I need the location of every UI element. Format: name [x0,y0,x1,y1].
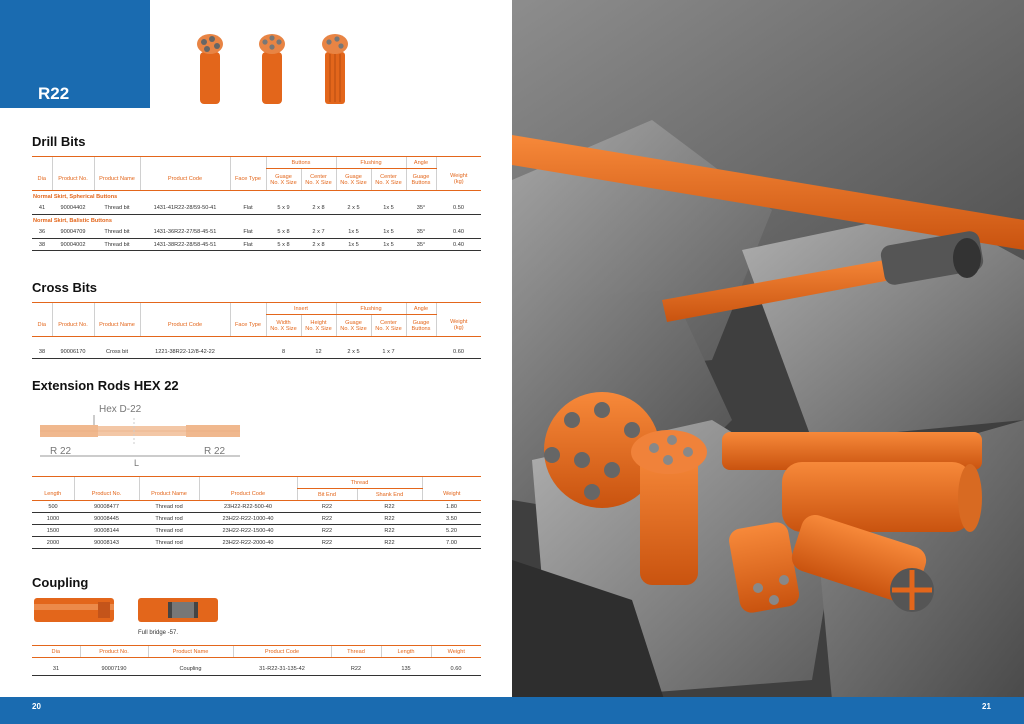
col-weight: Weight (kg) [436,169,481,191]
coupling-caption: Full bridge -57. [138,630,179,636]
col-product-name: Product Name [148,646,233,658]
coupling-table [32,645,481,676]
table-row: 36 90004709 Thread bit 1431-36R22-27/58-45-51 Flat 5 x 8 2 x 7 1x 5 1x 5 35° 0.40 [32,227,481,239]
hex-label: Hex D-22 [99,404,142,415]
table-row: 38 90006170 Cross bit 1221-38R22-12/8-42-22 8 12 2 x 5 1 x 7 0.60 [32,347,481,359]
col-shank-end: Shank End [357,489,422,501]
page-number-right: 21 [982,702,991,711]
col-weight: Weight [422,489,481,501]
col-length: Length [32,489,74,501]
right-thread-label: R 22 [204,446,226,457]
product-photo [512,0,1024,724]
col-product-no: Product No. [74,489,139,501]
ballistic-bit-image [259,34,285,104]
col-dia: Dia [32,169,52,191]
col-product-name: Product Name [94,169,140,191]
col-insert-width: Width No. X Size [266,315,301,337]
table-row: 1000 90008445 Thread rod 23H22-R22-1000-40 R22 R22 3.50 [32,513,481,525]
col-insert-height: Height No. X Size [301,315,336,337]
extension-rods-heading: Extension Rods HEX 22 [32,378,179,393]
coupling-illustration [32,596,232,626]
drill-bits-heading: Drill Bits [32,134,86,149]
group-label: Normal Skirt, Spherical Buttons [33,193,118,200]
col-flushing-center: Center No. X Size [371,315,406,337]
col-product-code: Product Code [140,315,230,337]
col-product-code: Product Code [140,169,230,191]
group-header-angle: Angle [406,303,436,315]
group-header-flushing: Flushing [336,303,406,315]
page-number-left: 20 [32,702,41,711]
table-row: 1500 90008144 Thread rod 23H22-R22-1500-40 R22 R22 5.20 [32,525,481,537]
col-product-name: Product Name [94,315,140,337]
section-tab-label: R22 [38,84,70,103]
retrac-bit-image [322,34,348,104]
col-flushing-gauge: Guage No. X Size [336,169,371,191]
rocks-and-drill-bits-photo [512,0,1024,724]
drill-bits-table [32,156,481,251]
table-row: 2000 90008143 Thread rod 23H22-R22-2000-40 R22 R22 7.00 [32,537,481,549]
col-flushing-center: Center No. X Size [371,169,406,191]
group-header-flushing: Flushing [336,157,406,169]
table-row: 38 90004002 Thread bit 1431-38R22-28/58-45-51 Flat 5 x 8 2 x 8 1x 5 1x 5 35° 0.40 [32,239,481,251]
col-dia: Dia [32,646,80,658]
col-bit-end: Bit End [297,489,357,501]
col-face-type: Face Type [230,169,266,191]
col-buttons-center: Center No. X Size [301,169,336,191]
extension-rod-diagram [32,398,252,468]
col-length: Length [381,646,431,658]
col-buttons-gauge: Guage No. X Size [266,169,301,191]
group-header-insert: Insert [266,303,336,315]
cross-bits-heading: Cross Bits [32,280,98,295]
col-weight: Weight (kg) [436,315,481,337]
cross-bits-table [32,302,481,359]
col-product-code: Product Code [199,489,297,501]
footer-bar [0,697,1024,724]
left-thread-label: R 22 [50,446,72,457]
table-row: 500 90008477 Thread rod 23H22-R22-500-40 R22 R22 1.80 [32,501,481,513]
group-label: Normal Skirt, Balistic Buttons [33,217,112,224]
col-product-code: Product Code [233,646,331,658]
drill-bit-illustrations [190,30,370,110]
col-face-type: Face Type [230,315,266,337]
group-header-buttons: Buttons [266,157,336,169]
table-row: 41 90004402 Thread bit 1431-41R22-28/59-50-41 Flat 5 x 9 2 x 8 2 x 5 1x 5 35° 0.50 [32,203,481,215]
ballistic-button-bit [631,430,707,585]
col-thread: Thread [331,646,381,658]
col-product-no: Product No. [52,315,94,337]
extension-rods-table [32,476,481,549]
col-product-name: Product Name [139,489,199,501]
col-angle: Guage Buttons [406,169,436,191]
section-tab [0,0,150,108]
length-label: L [134,458,140,468]
coupling-heading: Coupling [32,575,89,590]
col-angle: Guage Buttons [406,315,436,337]
col-product-no: Product No. [80,646,148,658]
spherical-bit-image [197,34,223,104]
col-product-no: Product No. [52,169,94,191]
col-flushing-gauge: Guage No. X Size [336,315,371,337]
group-header-thread: Thread [297,477,422,489]
col-dia: Dia [32,315,52,337]
group-header-angle: Angle [406,157,436,169]
table-row: 31 90007190 Coupling 31-R22-31-135-42 R22 135 0.60 [32,664,481,676]
col-weight: Weight [431,646,481,658]
